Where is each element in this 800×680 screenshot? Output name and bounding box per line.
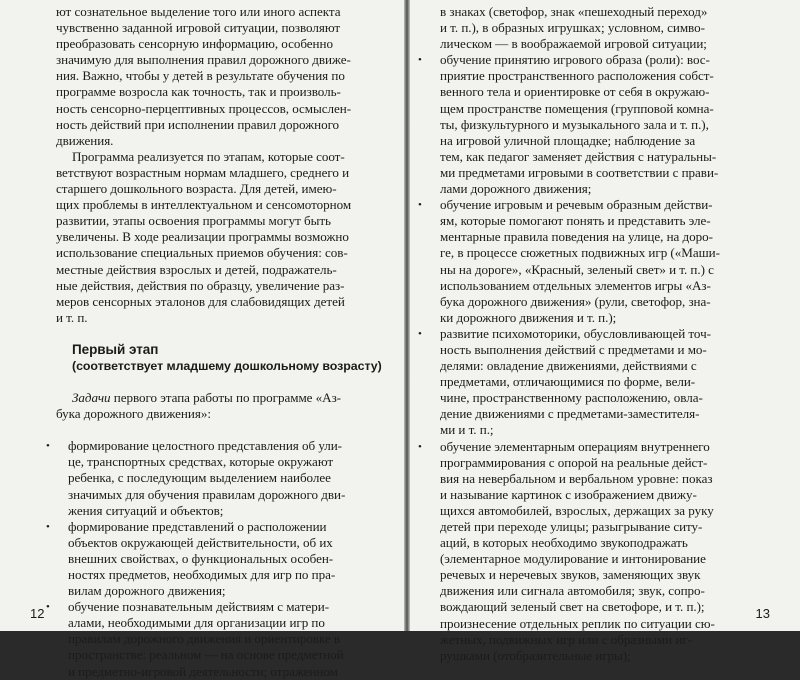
text-line: ны на дороге», «Красный, зеленый свет» и т. п.) с <box>440 261 714 277</box>
text-line: бука дорожного движения» (рули, светофор, зна- <box>440 293 711 309</box>
text-line <box>56 374 386 390</box>
text-line: жетных, подвижных игр или с образными иг- <box>440 631 692 647</box>
text-line: развитии, этапы освоения программы могут быть <box>56 213 331 229</box>
text-line: вождающий зеленый свет на светофоре, и т. п.); <box>440 599 705 615</box>
text-line: и называние картинок с изображением движу- <box>440 486 697 502</box>
text-line: ки дорожного движения и т. п.); <box>440 309 617 325</box>
text-line: щем пространстве помещения (групповой комна- <box>440 100 714 116</box>
text-line: ность действий при исполнении правил дорожного <box>56 116 340 132</box>
bullet-line: • обучение элементарным операциям внутреннего <box>428 439 776 455</box>
text-line: ностях предметов, необходимых для игр по пра- <box>68 567 336 582</box>
bullet-line: • формирование представлений о расположении <box>56 519 386 535</box>
right-page-text <box>428 4 776 664</box>
text-line: программе возросла как точность, так и произволь- <box>56 84 341 100</box>
text-line: использованием отдельных элементов игры «Аз- <box>440 277 711 293</box>
text-line: делями: овладение движениями, действиями с <box>440 358 697 374</box>
text-line: ния. Важно, чтобы у детей в результате обучения по <box>56 68 345 84</box>
text-line: алами, необходимыми для организации игр по <box>68 615 325 631</box>
text-line: ность выполнения действий с предметами и мо- <box>440 341 707 357</box>
text-line: щих проблемы в интеллектуальном и сенсомоторном <box>56 197 352 213</box>
text-line: ми и т. п.; <box>440 422 494 438</box>
right-page <box>410 0 800 663</box>
text-line: чине, пространственному расположению, овла- <box>440 390 703 406</box>
text-line: (элементарное модулирование и интонирование <box>440 551 706 567</box>
text-line: старшего дошкольного возраста. Для детей, имею- <box>56 181 337 197</box>
text-line: щихся автомобилей, взрослых, держащих за руку <box>440 502 714 518</box>
text-line: аций, в которых необходимо звукоподражать <box>440 535 688 551</box>
text-line: и предметно-игровой деятельности; отраженном <box>68 663 338 679</box>
text-line: рушками (отобразительные игры); <box>440 647 631 663</box>
text-line: значимых для обучения правилам дорожного дви- <box>68 486 346 502</box>
text-line: дение движениями с предметами-заместителя- <box>440 406 700 422</box>
text-line: предметами, отличающимися по форме, вели- <box>440 374 696 390</box>
right-page-number: 13 <box>755 606 770 621</box>
text-line: и т. п.), в образных игрушках; условном, симво- <box>440 20 705 36</box>
text-line: меров сенсорных эталонов для слабовидящих детей <box>56 293 345 309</box>
text-line: ге, в процессе сюжетных подвижных игр («Маши- <box>440 245 720 261</box>
text-line <box>56 422 386 438</box>
text-line: приятие пространственного расположения собст- <box>440 68 714 84</box>
text-line: произнесение отдельных реплик по ситуации сю- <box>440 615 715 631</box>
text-line: чувственно заданной игровой ситуации, позволяют <box>56 20 341 36</box>
text-line: ные действия, действия по образцу, увеличение раз- <box>56 277 345 293</box>
text-line: ность сенсорно-перцептивных процессов, осмыслен- <box>56 100 352 116</box>
text-line: це, транспортных средствах, которые окружают <box>68 454 334 470</box>
text-line: пространстве: реальном — на основе предметной <box>68 647 344 663</box>
text-line: объектов окружающей действительности, об их <box>68 534 333 550</box>
text-line: использование специальных приемов обучения: сов- <box>56 245 348 261</box>
heading-line: Первый этап <box>72 341 159 357</box>
text-line <box>56 326 386 342</box>
text-line: правилам дорожного движения и ориентировке в <box>68 631 341 647</box>
text-line: движения. <box>56 132 114 148</box>
text-line: Программа реализуется по этапам, которые соот- <box>72 148 345 164</box>
bullet-line: • обучение познавательным действиям с матери- <box>56 599 386 615</box>
text-line: лическом — в воображаемой игровой ситуации; <box>440 36 707 52</box>
text-line: преобразовать сенсорную информацию, особенно <box>56 36 333 52</box>
left-page-number: 12 <box>30 606 45 621</box>
heading-line: (соответствует младшему дошкольному возрасту) <box>72 358 382 373</box>
bullet-line: • обучение принятию игрового образа (роли): вос- <box>428 52 776 68</box>
text-line: венного тела и ориентировке от себя в окружаю- <box>440 84 710 100</box>
text-line: лами дорожного движения; <box>440 181 592 197</box>
text-line: программирования с опорой на реальные дейст- <box>440 454 708 470</box>
text-line: в знаках (светофор, знак «пешеходный переход» <box>440 4 708 19</box>
text-line: ты, физкультурного и музыкального зала и т. п.), <box>440 116 709 132</box>
text-line: и т. п. <box>56 309 88 325</box>
text-line: на игровой уличной площадке; наблюдение за <box>440 132 696 148</box>
text-line: ветствуют возрастным нормам младшего, среднего и <box>56 164 350 180</box>
text-line: внешних свойствах, о функциональных особен- <box>68 550 334 566</box>
text-line: движения или сигнала автомобиля; звук, сопро- <box>440 583 705 599</box>
text-line: ют сознательное выделение того или иного аспекта <box>56 4 341 19</box>
text-line: ментарные правила поведения на улице, на доро- <box>440 229 713 245</box>
text-line: вия на невербальном и вербальном уровне: показ <box>440 470 713 486</box>
text-line: детей при переходе улицы; разыгрывание ситу- <box>440 519 703 534</box>
text-line: Задачи первого этапа работы по программе «Аз- <box>72 390 341 406</box>
bullet-line: • развитие психомоторики, обусловливающей точ- <box>428 326 776 342</box>
text-line: жения ситуаций и объектов; <box>68 502 224 518</box>
text-line: тем, как педагог заменяет действия с натуральны- <box>440 148 717 164</box>
text-line: вилам дорожного движения; <box>68 583 226 599</box>
text-line: ми предметами игровыми в соответствии с прави- <box>440 164 719 180</box>
text-line: значимую для выполнения правил дорожного движе- <box>56 52 351 68</box>
text-line: ям, которые помогают понять и представить эле- <box>440 213 711 229</box>
text-line: местные действия взрослых и детей, подражатель- <box>56 261 337 277</box>
bullet-line: • формирование целостного представления об ули- <box>56 438 386 454</box>
text-line: увеличены. В ходе реализации программы возможно <box>56 229 349 245</box>
text-line: бука дорожного движения»: <box>56 406 211 422</box>
text-line: речевых и неречевых звуков, заменяющих звук <box>440 567 701 583</box>
bullet-line: • обучение игровым и речевым образным действи- <box>428 197 776 213</box>
left-page-text <box>56 4 386 680</box>
text-line: ребенка, с последующим выделением наиболее <box>68 470 331 486</box>
